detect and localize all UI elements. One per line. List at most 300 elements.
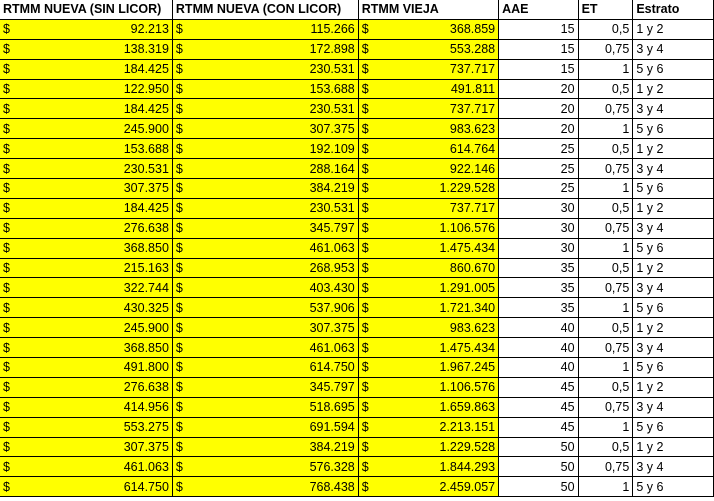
currency-symbol: $ (3, 300, 10, 315)
cell-rtmm-vieja[interactable] (358, 19, 498, 39)
cell-rtmm-nueva-con-licor[interactable] (172, 298, 358, 318)
cell-rtmm-vieja[interactable] (358, 358, 498, 378)
amount-value: 1.229.528 (439, 181, 496, 196)
currency-symbol: $ (175, 459, 183, 474)
currency-symbol: $ (3, 161, 10, 176)
cell-rtmm-nueva-con-licor[interactable] (172, 238, 358, 258)
cell-et[interactable]: 0,75 (578, 218, 633, 238)
amount-value: 491.811 (450, 82, 496, 96)
table-row (0, 238, 714, 258)
cell-rtmm-nueva-con-licor[interactable] (172, 338, 358, 358)
cell-rtmm-vieja[interactable] (358, 298, 498, 318)
table-row (0, 59, 714, 79)
currency-symbol: $ (175, 42, 183, 57)
amount-value: 537.906 (309, 300, 355, 315)
currency-symbol: $ (175, 62, 183, 77)
table-row (0, 298, 714, 318)
amount-value: 430.325 (123, 300, 169, 315)
currency-symbol: $ (3, 380, 10, 395)
cell-rtmm-nueva-sin-licor[interactable] (0, 198, 172, 218)
cell-et[interactable]: 0,75 (578, 99, 633, 119)
currency-symbol: $ (175, 300, 183, 315)
amount-value: 1.721.340 (439, 300, 496, 315)
cell-rtmm-nueva-con-licor[interactable] (172, 39, 358, 59)
table-row (0, 358, 714, 378)
currency-symbol: $ (361, 420, 369, 435)
cell-rtmm-nueva-sin-licor[interactable] (0, 19, 172, 39)
currency-symbol: $ (361, 42, 369, 57)
currency-symbol: $ (175, 22, 183, 37)
currency-symbol: $ (175, 121, 183, 136)
cell-estrato[interactable]: 1 y 2 (633, 258, 714, 278)
amount-value: 276.638 (123, 380, 169, 395)
cell-aae[interactable]: 25 (499, 159, 578, 179)
amount-value: 153.688 (309, 82, 355, 96)
cell-et[interactable]: 0,5 (578, 198, 633, 218)
cell-aae[interactable]: 50 (499, 437, 578, 457)
table-row (0, 457, 714, 477)
table-row (0, 397, 714, 417)
amount-value: 922.146 (449, 161, 496, 176)
cell-aae[interactable]: 35 (499, 298, 578, 318)
table-row (0, 477, 714, 497)
cell-aae[interactable]: 50 (499, 457, 578, 477)
cell-rtmm-nueva-sin-licor[interactable] (0, 437, 172, 457)
currency-symbol: $ (175, 221, 183, 236)
currency-symbol: $ (361, 181, 369, 196)
cell-et[interactable]: 1 (578, 298, 633, 318)
currency-symbol: $ (175, 201, 183, 216)
amount-value: 368.850 (123, 241, 169, 256)
cell-rtmm-nueva-con-licor[interactable] (172, 119, 358, 139)
cell-rtmm-vieja[interactable] (358, 377, 498, 397)
cell-rtmm-nueva-sin-licor[interactable] (0, 397, 172, 417)
currency-symbol: $ (175, 261, 183, 276)
cell-estrato[interactable]: 5 y 6 (633, 298, 714, 318)
cell-et[interactable]: 1 (578, 358, 633, 378)
table-row (0, 318, 714, 338)
currency-symbol: $ (361, 82, 369, 96)
amount-value: 414.956 (123, 400, 169, 415)
cell-et[interactable]: 0,5 (578, 258, 633, 278)
amount-value: 1.106.576 (439, 380, 496, 395)
cell-estrato[interactable]: 1 y 2 (633, 377, 714, 397)
cell-rtmm-nueva-sin-licor[interactable] (0, 417, 172, 437)
cell-rtmm-vieja[interactable] (358, 417, 498, 437)
cell-aae[interactable]: 15 (499, 19, 578, 39)
cell-aae[interactable]: 15 (499, 39, 578, 59)
cell-rtmm-nueva-sin-licor[interactable] (0, 477, 172, 497)
cell-rtmm-nueva-sin-licor[interactable] (0, 338, 172, 358)
cell-rtmm-vieja[interactable] (358, 477, 498, 497)
currency-symbol: $ (361, 201, 369, 216)
table-row (0, 179, 714, 199)
amount-value: 553.288 (449, 42, 496, 57)
amount-value: 368.850 (123, 340, 169, 355)
cell-rtmm-nueva-sin-licor[interactable] (0, 377, 172, 397)
cell-rtmm-vieja[interactable] (358, 278, 498, 298)
cell-rtmm-nueva-sin-licor[interactable] (0, 119, 172, 139)
header-row (0, 0, 714, 19)
cell-estrato[interactable]: 5 y 6 (633, 179, 714, 199)
currency-symbol: $ (175, 82, 183, 96)
currency-symbol: $ (361, 340, 369, 355)
amount-value: 115.266 (310, 22, 355, 37)
currency-symbol: $ (361, 280, 369, 295)
currency-symbol: $ (175, 420, 183, 435)
currency-symbol: $ (361, 261, 369, 276)
cell-estrato[interactable]: 3 y 4 (633, 218, 714, 238)
cell-estrato[interactable]: 1 y 2 (633, 139, 714, 159)
header-et[interactable]: ET (578, 0, 633, 19)
cell-rtmm-nueva-con-licor[interactable] (172, 198, 358, 218)
cell-et[interactable]: 0,75 (578, 338, 633, 358)
cell-estrato[interactable]: 3 y 4 (633, 159, 714, 179)
cell-rtmm-nueva-con-licor[interactable] (172, 59, 358, 79)
cell-rtmm-vieja[interactable] (358, 218, 498, 238)
amount-value: 307.375 (123, 181, 169, 196)
cell-rtmm-nueva-con-licor[interactable] (172, 139, 358, 159)
cell-rtmm-vieja[interactable] (358, 318, 498, 338)
cell-rtmm-nueva-sin-licor[interactable] (0, 39, 172, 59)
cell-et[interactable]: 0,75 (578, 457, 633, 477)
currency-symbol: $ (361, 360, 369, 375)
cell-rtmm-vieja[interactable] (358, 79, 498, 99)
currency-symbol: $ (361, 161, 369, 176)
currency-symbol: $ (361, 22, 369, 37)
amount-value: 184.425 (123, 101, 169, 116)
currency-symbol: $ (361, 62, 369, 77)
amount-value: 983.623 (449, 121, 496, 136)
cell-rtmm-nueva-sin-licor[interactable] (0, 457, 172, 477)
cell-et[interactable]: 0,75 (578, 159, 633, 179)
header-rtmm-nueva-sin-licor[interactable]: RTMM NUEVA (SIN LICOR) (0, 0, 172, 19)
amount-value: 768.438 (309, 479, 355, 494)
amount-value: 553.275 (123, 420, 169, 435)
cell-estrato[interactable]: 5 y 6 (633, 417, 714, 437)
currency-symbol: $ (3, 479, 10, 494)
cell-rtmm-nueva-con-licor[interactable] (172, 79, 358, 99)
amount-value: 230.531 (309, 62, 355, 77)
cell-aae[interactable]: 25 (499, 179, 578, 199)
header-rtmm-vieja[interactable]: RTMM VIEJA (358, 0, 498, 19)
amount-value: 307.375 (309, 121, 355, 136)
amount-value: 184.425 (123, 201, 169, 216)
table-row (0, 437, 714, 457)
cell-aae[interactable]: 45 (499, 397, 578, 417)
cell-rtmm-nueva-con-licor[interactable] (172, 477, 358, 497)
cell-estrato[interactable]: 3 y 4 (633, 99, 714, 119)
cell-aae[interactable]: 30 (499, 238, 578, 258)
cell-rtmm-nueva-con-licor[interactable] (172, 437, 358, 457)
cell-rtmm-nueva-con-licor[interactable] (172, 377, 358, 397)
currency-symbol: $ (361, 141, 369, 156)
cell-rtmm-nueva-sin-licor[interactable] (0, 159, 172, 179)
currency-symbol: $ (3, 141, 10, 156)
cell-aae[interactable]: 35 (499, 278, 578, 298)
currency-symbol: $ (175, 340, 183, 355)
cell-rtmm-nueva-sin-licor[interactable] (0, 358, 172, 378)
amount-value: 491.800 (123, 360, 169, 375)
table-row (0, 119, 714, 139)
currency-symbol: $ (361, 101, 369, 116)
cell-estrato[interactable]: 1 y 2 (633, 79, 714, 99)
table-row (0, 39, 714, 59)
currency-symbol: $ (361, 380, 369, 395)
cell-et[interactable]: 0,75 (578, 278, 633, 298)
amount-value: 2.459.057 (439, 479, 496, 494)
cell-estrato[interactable]: 3 y 4 (633, 39, 714, 59)
amount-value: 1.475.434 (439, 340, 496, 355)
currency-symbol: $ (3, 101, 10, 116)
currency-symbol: $ (3, 221, 10, 236)
amount-value: 737.717 (449, 201, 496, 216)
cell-rtmm-vieja[interactable] (358, 159, 498, 179)
currency-symbol: $ (3, 261, 10, 276)
amount-value: 138.319 (123, 42, 169, 57)
cell-rtmm-nueva-con-licor[interactable] (172, 278, 358, 298)
currency-symbol: $ (3, 121, 10, 136)
table-row (0, 79, 714, 99)
currency-symbol: $ (175, 360, 183, 375)
currency-symbol: $ (3, 22, 10, 37)
cell-rtmm-vieja[interactable] (358, 397, 498, 417)
amount-value: 288.164 (309, 161, 355, 176)
cell-estrato[interactable]: 1 y 2 (633, 318, 714, 338)
cell-rtmm-nueva-con-licor[interactable] (172, 397, 358, 417)
cell-rtmm-nueva-con-licor[interactable] (172, 19, 358, 39)
currency-symbol: $ (361, 479, 369, 494)
amount-value: 1.291.005 (439, 280, 496, 295)
cell-aae[interactable]: 20 (499, 79, 578, 99)
cell-rtmm-nueva-con-licor[interactable] (172, 179, 358, 199)
amount-value: 614.764 (449, 141, 496, 156)
currency-symbol: $ (361, 320, 369, 335)
cell-estrato[interactable]: 1 y 2 (633, 19, 714, 39)
currency-symbol: $ (175, 161, 183, 176)
cell-rtmm-nueva-sin-licor[interactable] (0, 139, 172, 159)
cell-rtmm-nueva-sin-licor[interactable] (0, 258, 172, 278)
cell-et[interactable]: 0,75 (578, 397, 633, 417)
currency-symbol: $ (3, 340, 10, 355)
table-row (0, 139, 714, 159)
currency-symbol: $ (3, 400, 10, 415)
cell-et[interactable]: 0,75 (578, 39, 633, 59)
currency-symbol: $ (361, 221, 369, 236)
currency-symbol: $ (361, 400, 369, 415)
cell-et[interactable]: 1 (578, 179, 633, 199)
amount-value: 614.750 (123, 479, 169, 494)
cell-et[interactable]: 1 (578, 477, 633, 497)
cell-rtmm-vieja[interactable] (358, 99, 498, 119)
currency-symbol: $ (3, 360, 10, 375)
cell-estrato[interactable]: 3 y 4 (633, 278, 714, 298)
table-row (0, 338, 714, 358)
cell-aae[interactable]: 40 (499, 338, 578, 358)
amount-value: 92.213 (130, 22, 169, 37)
cell-aae[interactable]: 30 (499, 218, 578, 238)
amount-value: 461.063 (309, 340, 355, 355)
cell-rtmm-vieja[interactable] (358, 139, 498, 159)
currency-symbol: $ (3, 280, 10, 295)
amount-value: 215.163 (123, 261, 169, 276)
amount-value: 192.109 (309, 141, 355, 156)
amount-value: 2.213.151 (439, 420, 496, 435)
cell-rtmm-nueva-sin-licor[interactable] (0, 99, 172, 119)
amount-value: 307.375 (123, 440, 169, 455)
cell-rtmm-vieja[interactable] (358, 119, 498, 139)
cell-rtmm-nueva-con-licor[interactable] (172, 358, 358, 378)
amount-value: 230.531 (123, 161, 169, 176)
table-row (0, 159, 714, 179)
cell-rtmm-vieja[interactable] (358, 39, 498, 59)
amount-value: 1.967.245 (439, 360, 496, 375)
cell-estrato[interactable]: 5 y 6 (633, 358, 714, 378)
amount-value: 245.900 (123, 121, 169, 136)
amount-value: 172.898 (309, 42, 355, 57)
amount-value: 1.229.528 (439, 440, 496, 455)
cell-estrato[interactable]: 3 y 4 (633, 338, 714, 358)
currency-symbol: $ (3, 62, 10, 77)
currency-symbol: $ (361, 121, 369, 136)
cell-rtmm-vieja[interactable] (358, 198, 498, 218)
currency-symbol: $ (3, 42, 10, 57)
currency-symbol: $ (175, 241, 183, 256)
cell-rtmm-vieja[interactable] (358, 437, 498, 457)
cell-estrato[interactable]: 5 y 6 (633, 59, 714, 79)
table-row (0, 377, 714, 397)
cell-aae[interactable]: 40 (499, 358, 578, 378)
cell-et[interactable]: 0,5 (578, 79, 633, 99)
currency-symbol: $ (3, 181, 10, 196)
cell-estrato[interactable]: 3 y 4 (633, 397, 714, 417)
amount-value: 1.659.863 (439, 400, 496, 415)
table-row (0, 278, 714, 298)
table-body (0, 19, 714, 496)
amount-value: 384.219 (309, 440, 355, 455)
currency-symbol: $ (3, 420, 10, 435)
cell-aae[interactable]: 35 (499, 258, 578, 278)
cell-rtmm-vieja[interactable] (358, 179, 498, 199)
amount-value: 1.844.293 (439, 459, 496, 474)
amount-value: 307.375 (309, 320, 355, 335)
cell-rtmm-nueva-sin-licor[interactable] (0, 298, 172, 318)
header-aae[interactable]: AAE (499, 0, 578, 19)
currency-symbol: $ (361, 459, 369, 474)
amount-value: 245.900 (123, 320, 169, 335)
currency-symbol: $ (175, 101, 183, 116)
cell-rtmm-nueva-sin-licor[interactable] (0, 79, 172, 99)
amount-value: 368.859 (449, 22, 496, 37)
cell-rtmm-vieja[interactable] (358, 59, 498, 79)
amount-value: 122.950 (123, 82, 169, 96)
cell-rtmm-nueva-con-licor[interactable] (172, 318, 358, 338)
amount-value: 345.797 (309, 221, 355, 236)
currency-symbol: $ (3, 82, 10, 96)
cell-estrato[interactable]: 1 y 2 (633, 198, 714, 218)
currency-symbol: $ (175, 141, 183, 156)
cell-aae[interactable]: 20 (499, 119, 578, 139)
cell-rtmm-nueva-sin-licor[interactable] (0, 59, 172, 79)
cell-rtmm-nueva-con-licor[interactable] (172, 218, 358, 238)
cell-rtmm-vieja[interactable] (358, 338, 498, 358)
table-row (0, 218, 714, 238)
cell-et[interactable]: 1 (578, 59, 633, 79)
currency-symbol: $ (3, 320, 10, 335)
cell-rtmm-nueva-sin-licor[interactable] (0, 318, 172, 338)
cell-aae[interactable]: 45 (499, 377, 578, 397)
cell-rtmm-nueva-con-licor[interactable] (172, 99, 358, 119)
cell-rtmm-nueva-sin-licor[interactable] (0, 179, 172, 199)
cell-et[interactable]: 1 (578, 238, 633, 258)
cell-rtmm-nueva-sin-licor[interactable] (0, 278, 172, 298)
amount-value: 860.670 (449, 261, 496, 276)
cell-rtmm-nueva-con-licor[interactable] (172, 258, 358, 278)
cell-et[interactable]: 0,5 (578, 19, 633, 39)
cell-estrato[interactable]: 1 y 2 (633, 437, 714, 457)
cell-et[interactable]: 1 (578, 417, 633, 437)
cell-aae[interactable]: 25 (499, 139, 578, 159)
cell-et[interactable]: 0,5 (578, 139, 633, 159)
cell-rtmm-nueva-con-licor[interactable] (172, 159, 358, 179)
header-rtmm-nueva-con-licor[interactable]: RTMM NUEVA (CON LICOR) (172, 0, 358, 19)
cell-aae[interactable]: 45 (499, 417, 578, 437)
header-estrato[interactable]: Estrato (633, 0, 714, 19)
cell-aae[interactable]: 50 (499, 477, 578, 497)
cell-aae[interactable]: 30 (499, 198, 578, 218)
amount-value: 276.638 (123, 221, 169, 236)
cell-estrato[interactable]: 5 y 6 (633, 238, 714, 258)
currency-symbol: $ (175, 280, 183, 295)
cell-aae[interactable]: 20 (499, 99, 578, 119)
cell-et[interactable]: 0,5 (578, 318, 633, 338)
amount-value: 576.328 (309, 459, 355, 474)
cell-et[interactable]: 0,5 (578, 377, 633, 397)
cell-et[interactable]: 1 (578, 119, 633, 139)
cell-rtmm-vieja[interactable] (358, 238, 498, 258)
currency-symbol: $ (175, 181, 183, 196)
cell-estrato[interactable]: 5 y 6 (633, 477, 714, 497)
cell-estrato[interactable]: 5 y 6 (633, 119, 714, 139)
amount-value: 184.425 (123, 62, 169, 77)
amount-value: 230.531 (309, 101, 355, 116)
amount-value: 737.717 (449, 62, 496, 77)
amount-value: 691.594 (309, 420, 355, 435)
amount-value: 614.750 (309, 360, 355, 375)
amount-value: 461.063 (309, 241, 355, 256)
currency-symbol: $ (175, 479, 183, 494)
table-row (0, 19, 714, 39)
currency-symbol: $ (361, 241, 369, 256)
cell-rtmm-nueva-con-licor[interactable] (172, 457, 358, 477)
amount-value: 153.688 (123, 141, 169, 156)
table-row (0, 198, 714, 218)
cell-aae[interactable]: 40 (499, 318, 578, 338)
cell-rtmm-nueva-con-licor[interactable] (172, 417, 358, 437)
cell-rtmm-nueva-sin-licor[interactable] (0, 218, 172, 238)
amount-value: 1.475.434 (439, 241, 496, 256)
cell-aae[interactable]: 15 (499, 59, 578, 79)
cell-rtmm-vieja[interactable] (358, 258, 498, 278)
amount-value: 737.717 (449, 101, 496, 116)
cell-et[interactable]: 0,5 (578, 437, 633, 457)
cell-rtmm-vieja[interactable] (358, 457, 498, 477)
cell-estrato[interactable]: 3 y 4 (633, 457, 714, 477)
table-row (0, 99, 714, 119)
currency-symbol: $ (3, 201, 10, 216)
cell-rtmm-nueva-sin-licor[interactable] (0, 238, 172, 258)
currency-symbol: $ (3, 459, 10, 474)
